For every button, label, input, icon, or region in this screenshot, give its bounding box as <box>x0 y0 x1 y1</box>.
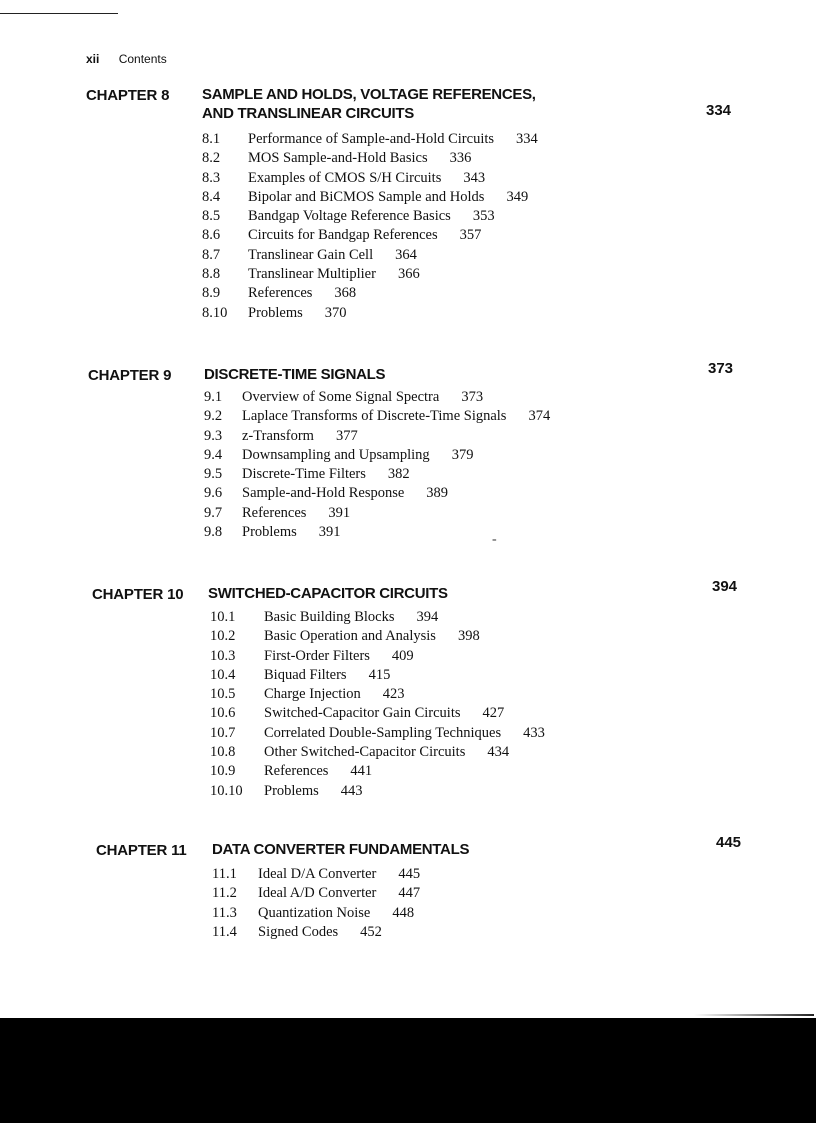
section-title: Charge Injection <box>264 686 361 703</box>
section-entry <box>212 905 420 924</box>
section-number: 10.5 <box>210 686 236 703</box>
section-number: 8.8 <box>202 266 221 283</box>
section-title: Basic Building Blocks <box>264 609 395 625</box>
section-entry <box>210 783 545 802</box>
section-title: Correlated Double-Sampling Techniques <box>264 724 502 741</box>
section-number: 8.2 <box>202 150 221 167</box>
chapter-label: CHAPTER 10 <box>92 586 184 603</box>
section-number: 9.2 <box>204 408 223 425</box>
section-number: 10.10 <box>210 782 243 799</box>
scan-bottom-bar <box>0 1018 816 1123</box>
section-page: 370 <box>324 304 347 321</box>
section-number: 9.7 <box>204 504 223 521</box>
section-number: 9.1 <box>204 389 223 405</box>
section-number: 10.4 <box>210 666 236 683</box>
chapter-title <box>208 584 448 603</box>
section-list <box>202 131 538 324</box>
section-entry <box>210 648 545 667</box>
section-page: 447 <box>398 885 421 902</box>
section-title: Ideal D/A Converter <box>258 866 377 882</box>
chapter-title <box>204 365 385 384</box>
section-title: Basic Operation and Analysis <box>264 628 436 645</box>
chapter-label: CHAPTER 8 <box>86 87 170 104</box>
section-page: 398 <box>457 628 480 645</box>
chapter-page: 373 <box>708 360 734 377</box>
section-number: 11.4 <box>212 923 237 940</box>
section-number: 11.1 <box>212 866 237 882</box>
section-entry <box>202 170 538 189</box>
section-page: 382 <box>387 466 410 483</box>
section-title: Performance of Sample-and-Hold Circuits <box>248 131 495 147</box>
section-page: 423 <box>382 686 405 703</box>
chapter-label: CHAPTER 9 <box>88 367 172 384</box>
section-title: Problems <box>264 782 319 799</box>
section-entry <box>204 389 550 408</box>
section-entry <box>212 866 420 885</box>
section-entry <box>210 763 545 782</box>
section-entry <box>204 485 550 504</box>
section-entry <box>204 466 550 485</box>
section-page: 357 <box>459 227 482 244</box>
top-rule <box>0 13 118 14</box>
chapter-title-line: DISCRETE-TIME SIGNALS <box>204 366 386 383</box>
section-page: 391 <box>318 524 341 541</box>
section-entry <box>212 924 420 943</box>
chapter-title-line: SWITCHED-CAPACITOR CIRCUITS <box>208 585 448 602</box>
section-page: 377 <box>335 427 358 444</box>
section-number: 10.1 <box>210 609 236 625</box>
section-title: First-Order Filters <box>264 647 370 664</box>
section-title: Examples of CMOS S/H Circuits <box>248 169 442 186</box>
chapter-title-line: AND TRANSLINEAR CIRCUITS <box>202 105 414 122</box>
section-title: References <box>264 763 329 780</box>
section-page: 415 <box>368 666 391 683</box>
section-entry <box>202 131 538 150</box>
section-entry <box>202 208 538 227</box>
section-page: 433 <box>523 724 545 741</box>
section-entry <box>210 705 545 724</box>
chapter-title-line: DATA CONVERTER FUNDAMENTALS <box>212 841 470 858</box>
section-page: 364 <box>395 246 417 263</box>
chapter-title-line: SAMPLE AND HOLDS, VOLTAGE REFERENCES, <box>202 86 536 103</box>
scan-speck: - <box>492 532 497 547</box>
section-number: 8.4 <box>202 188 221 205</box>
section-number: 8.6 <box>202 227 221 244</box>
section-page: 343 <box>463 169 486 186</box>
chapter-title <box>212 840 469 859</box>
header-page-number: xii <box>86 52 100 66</box>
section-title: Other Switched-Capacitor Circuits <box>264 744 466 761</box>
section-title: Discrete-Time Filters <box>242 466 366 483</box>
section-number: 11.3 <box>212 904 237 921</box>
section-page: 391 <box>328 504 351 521</box>
section-title: Circuits for Bandgap References <box>248 227 438 244</box>
section-page: 366 <box>397 266 420 283</box>
section-number: 9.5 <box>204 466 223 483</box>
section-title: Laplace Transforms of Discrete-Time Signals <box>242 408 507 425</box>
section-entry <box>202 150 538 169</box>
section-title: Bandgap Voltage Reference Basics <box>248 208 451 225</box>
section-number: 9.8 <box>204 524 223 541</box>
section-title: Biquad Filters <box>264 666 347 683</box>
section-entry <box>210 628 545 647</box>
section-number: 8.10 <box>202 304 228 321</box>
section-number: 10.7 <box>210 724 236 741</box>
section-title: Quantization Noise <box>258 904 371 921</box>
section-page: 394 <box>416 609 439 625</box>
section-title: MOS Sample-and-Hold Basics <box>248 150 428 167</box>
section-title: Problems <box>248 304 303 321</box>
section-entry <box>204 428 550 447</box>
section-page: 441 <box>350 763 373 780</box>
section-entry <box>212 885 420 904</box>
section-page: 445 <box>398 866 421 882</box>
section-entry <box>210 744 545 763</box>
section-entry <box>204 524 550 543</box>
section-number: 10.3 <box>210 647 236 664</box>
section-number: 8.7 <box>202 246 221 263</box>
section-number: 10.2 <box>210 628 236 645</box>
section-title: Translinear Gain Cell <box>248 246 374 263</box>
section-page: 349 <box>506 188 529 205</box>
section-page: 334 <box>516 131 538 147</box>
section-entry <box>202 189 538 208</box>
header-running-title: Contents <box>118 52 167 66</box>
section-number: 8.1 <box>202 131 221 147</box>
section-page: 336 <box>449 150 472 167</box>
section-page: 443 <box>340 782 363 799</box>
section-page: 448 <box>392 904 415 921</box>
section-title: Downsampling and Upsampling <box>242 446 430 463</box>
section-page: 389 <box>426 485 449 502</box>
section-entry <box>210 725 545 744</box>
section-title: References <box>248 285 313 302</box>
section-list <box>210 609 545 802</box>
section-entry <box>210 609 545 628</box>
chapter-page: 394 <box>712 578 738 595</box>
section-title: Translinear Multiplier <box>248 266 376 283</box>
section-entry <box>202 247 538 266</box>
chapter-title <box>202 85 536 123</box>
section-page: 353 <box>472 208 495 225</box>
section-number: 10.6 <box>210 705 236 722</box>
section-list <box>212 866 420 943</box>
section-entry <box>204 505 550 524</box>
section-title: Sample-and-Hold Response <box>242 485 405 502</box>
section-page: 409 <box>391 647 414 664</box>
section-entry <box>202 227 538 246</box>
section-entry <box>202 305 538 324</box>
section-title: Overview of Some Signal Spectra <box>242 389 440 405</box>
section-number: 8.9 <box>202 285 221 302</box>
section-page: 434 <box>487 744 510 761</box>
section-entry <box>202 285 538 304</box>
section-title: Problems <box>242 524 297 541</box>
section-page: 373 <box>461 389 484 405</box>
section-page: 452 <box>360 923 382 940</box>
section-title: z-Transform <box>242 427 314 444</box>
section-entry <box>204 408 550 427</box>
section-number: 8.3 <box>202 169 221 186</box>
section-title: Ideal A/D Converter <box>258 885 377 902</box>
section-number: 10.8 <box>210 744 236 761</box>
section-entry <box>204 447 550 466</box>
section-entry <box>210 686 545 705</box>
section-number: 9.4 <box>204 446 223 463</box>
section-title: Bipolar and BiCMOS Sample and Holds <box>248 188 485 205</box>
section-number: 9.3 <box>204 427 223 444</box>
section-title: Signed Codes <box>258 923 339 940</box>
section-list <box>204 389 550 543</box>
section-page: 379 <box>451 446 474 463</box>
running-head <box>86 52 167 66</box>
section-number: 11.2 <box>212 885 237 902</box>
section-entry <box>210 667 545 686</box>
chapter-page: 445 <box>716 834 742 851</box>
section-number: 10.9 <box>210 763 236 780</box>
section-page: 427 <box>482 705 505 722</box>
section-title: References <box>242 504 307 521</box>
section-number: 8.5 <box>202 208 221 225</box>
section-page: 374 <box>528 408 551 425</box>
chapter-label: CHAPTER 11 <box>96 842 187 859</box>
section-title: Switched-Capacitor Gain Circuits <box>264 705 461 722</box>
section-entry <box>202 266 538 285</box>
section-number: 9.6 <box>204 485 223 502</box>
chapter-page: 334 <box>706 102 732 119</box>
section-page: 368 <box>334 285 357 302</box>
